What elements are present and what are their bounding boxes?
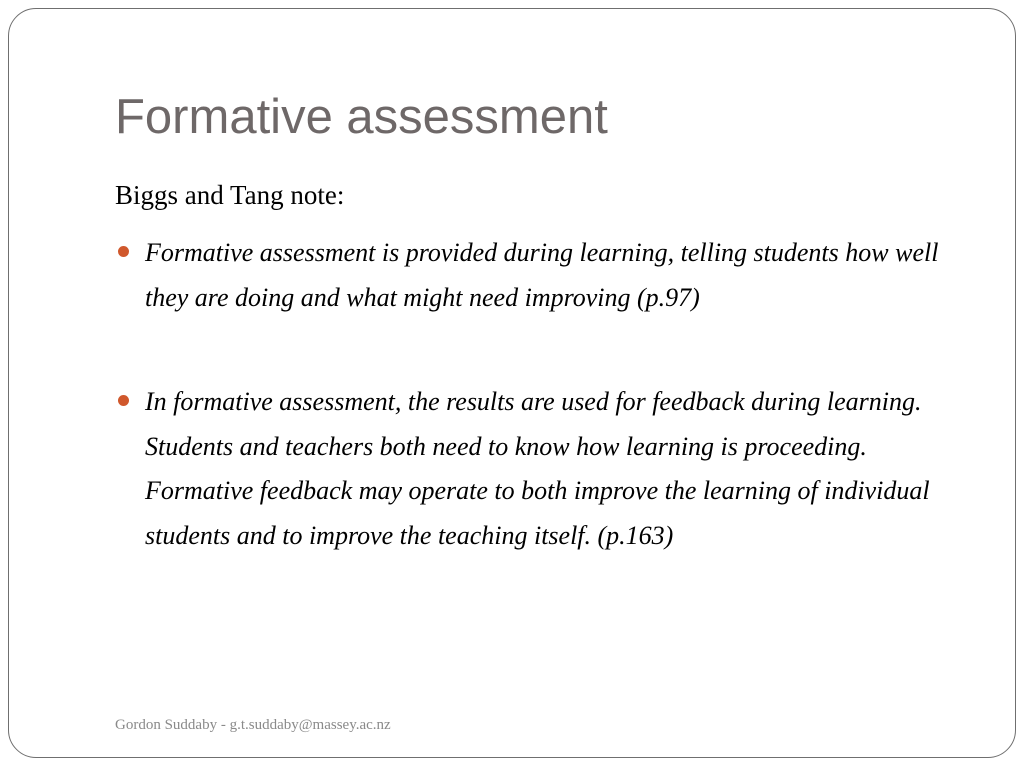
intro-text: Biggs and Tang note: — [115, 180, 345, 210]
bullet-list — [115, 231, 955, 558]
bullet-text: Formative assessment is provided during learning, telling students how well they are doing and what might need improving (p.97) — [145, 238, 939, 312]
slide-title: Formative assessment — [115, 90, 608, 144]
bullet-item — [115, 231, 955, 320]
bullet-item — [115, 380, 955, 558]
bullet-text: In formative assessment, the results are used for feedback during learning. Students and teachers both need to know how learning is proceeding. Formative feedback may operate to both improve the learning of individual students and to improve the teaching itself. (p.163) — [145, 387, 930, 550]
bullet-dot-icon — [118, 246, 129, 257]
bullet-dot-icon — [118, 395, 129, 406]
slide-frame — [8, 8, 1016, 758]
footer-text: Gordon Suddaby - g.t.suddaby@massey.ac.nz — [115, 717, 391, 733]
